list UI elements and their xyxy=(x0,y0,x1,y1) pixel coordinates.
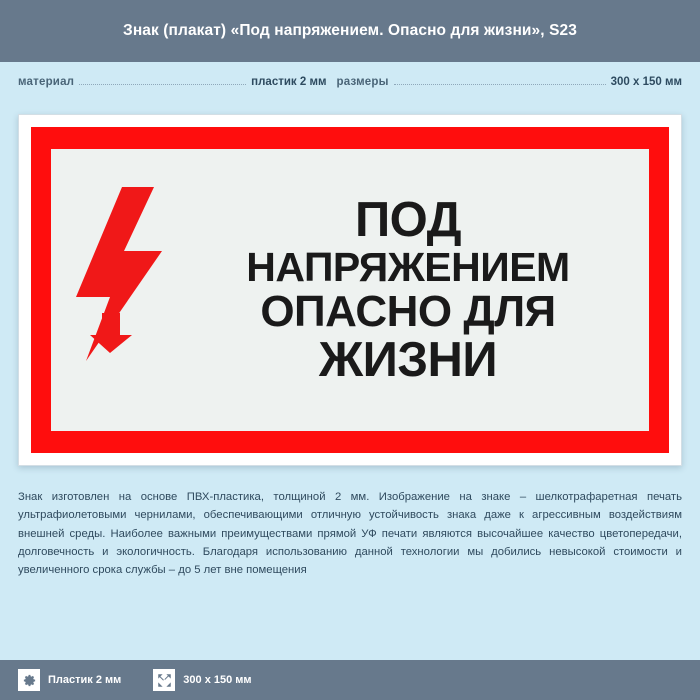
lightning-bolt-icon xyxy=(61,185,181,395)
resize-arrows-icon xyxy=(153,669,175,691)
footer-bar xyxy=(0,660,700,700)
page-title: Знак (плакат) «Под напряжением. Опасно для жизни», S23 xyxy=(123,22,577,39)
gear-icon xyxy=(18,669,40,691)
sign-image-frame xyxy=(18,114,682,466)
spec-material xyxy=(18,76,326,88)
spec-material-label: материал xyxy=(18,76,75,88)
sign-red-border xyxy=(31,127,669,453)
product-description: Знак изготовлен на основе ПВХ-пластика, толщиной 2 мм. Изображение на знаке – шелкотрафаретная печать ультрафиолетовыми чернилами, обеспечивающими отличную устойчивость знака даже к агрессивным воздействиям внешней среды. Наиболее важными преимуществами прямой УФ печати являются высочайшее качество цветопередачи, долговечность и экологичность. Благодаря использованию данной технологии мы добились невысокой стоимости и увеличенного срока службы – до 5 лет вне помещения xyxy=(18,491,682,577)
sign-line-4: ЖИЗНИ xyxy=(318,332,498,387)
footer-material-chip xyxy=(18,669,121,691)
page-header xyxy=(0,0,700,62)
spec-size-label: размеры xyxy=(336,76,389,88)
sign-text-block xyxy=(181,192,635,387)
spec-material-value: пластик 2 мм xyxy=(251,76,327,88)
sign-line-3: ОПАСНО ДЛЯ xyxy=(260,286,556,336)
spec-line xyxy=(0,62,700,88)
spec-size xyxy=(336,76,682,88)
spec-size-value: 300 x 150 мм xyxy=(610,76,682,88)
dot-leader xyxy=(79,84,246,85)
sign-field xyxy=(51,149,649,431)
footer-material-label: Пластик 2 мм xyxy=(48,674,122,686)
footer-size-chip xyxy=(153,669,251,691)
dot-leader xyxy=(394,84,606,85)
sign-line-2: НАПРЯЖЕНИЕМ xyxy=(246,243,570,290)
sign-line-1: ПОД xyxy=(354,192,462,247)
footer-size-label: 300 x 150 мм xyxy=(183,674,252,686)
